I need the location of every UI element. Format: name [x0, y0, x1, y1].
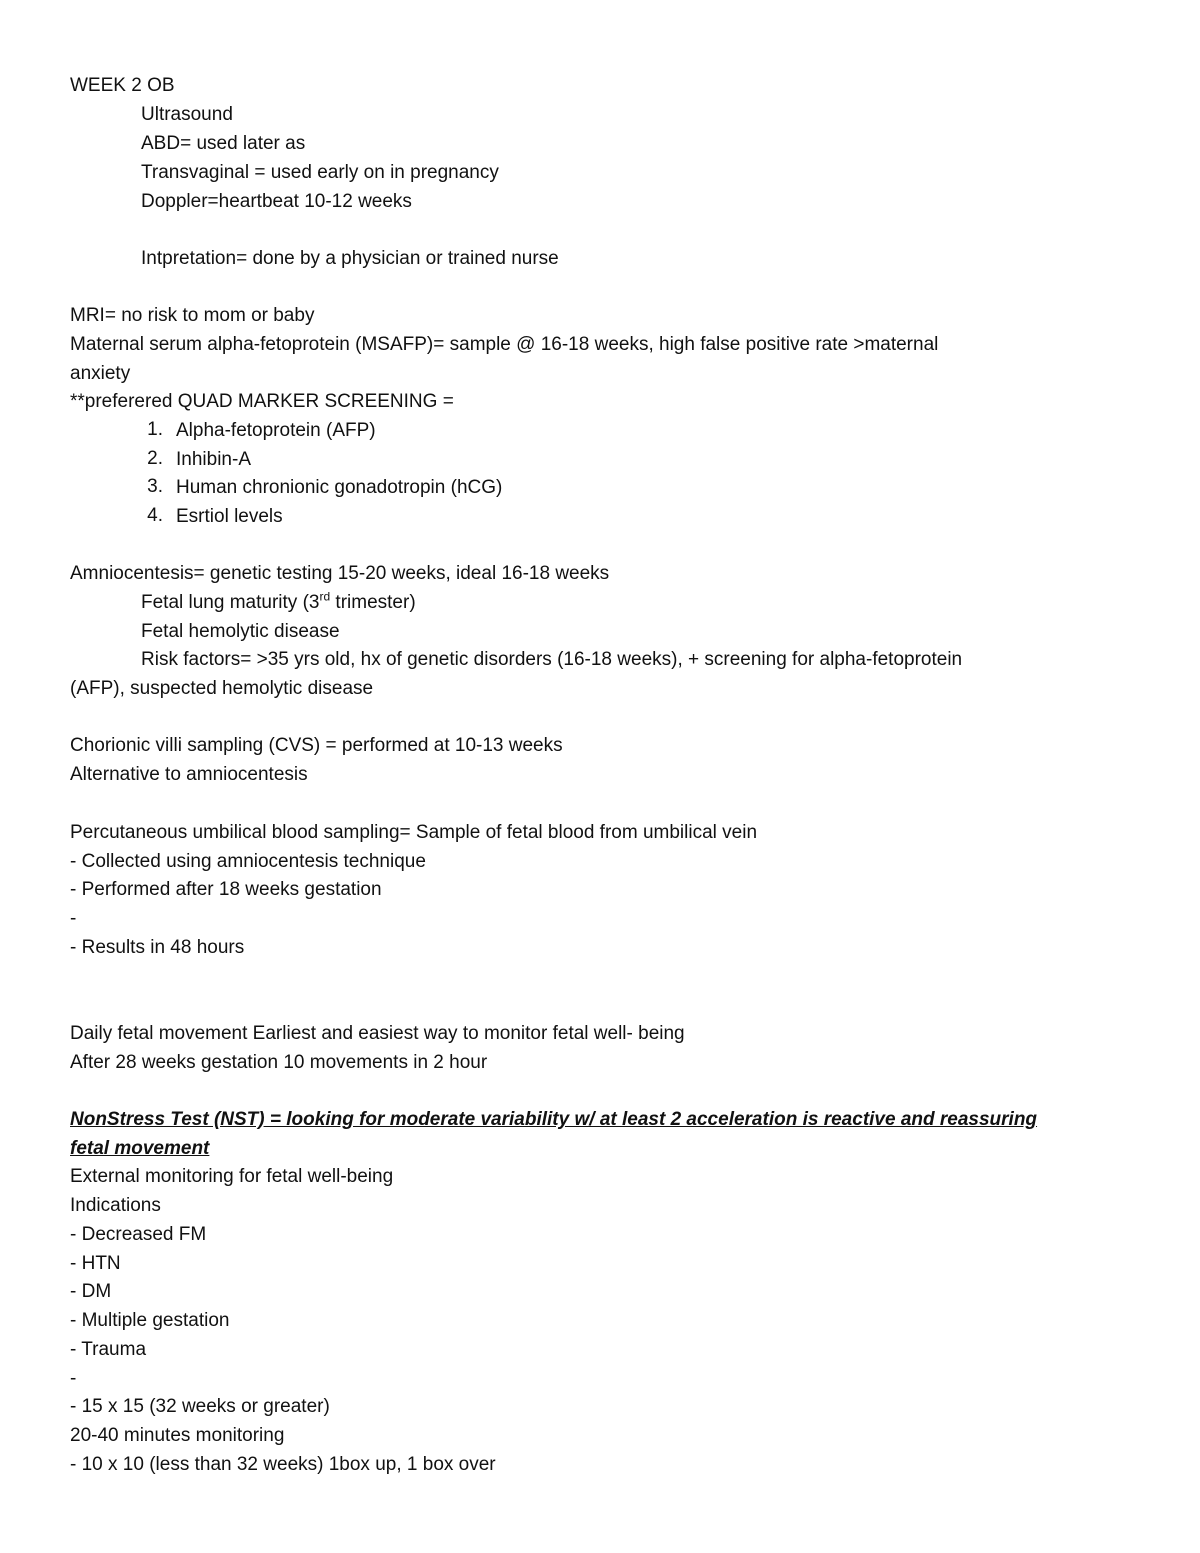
- quad-item-number: 2.: [147, 448, 163, 469]
- quad-item-text: Esrtiol levels: [176, 506, 283, 527]
- msafp-line-1: Maternal serum alpha-fetoprotein (MSAFP)= sample @ 16-18 weeks, high false positive rate >maternal: [70, 334, 939, 355]
- nst-item: - Trauma: [70, 1339, 147, 1360]
- cvs-line-2: Alternative to amniocentesis: [70, 764, 308, 785]
- fetal-movement-line-2: After 28 weeks gestation 10 movements in 2 hour: [70, 1052, 488, 1073]
- mri-line: MRI= no risk to mom or baby: [70, 305, 315, 326]
- pubs-heading: Percutaneous umbilical blood sampling= Sample of fetal blood from umbilical vein: [70, 822, 758, 843]
- nst-item: - 15 x 15 (32 weeks or greater): [70, 1396, 330, 1417]
- cvs-line-1: Chorionic villi sampling (CVS) = performed at 10-13 weeks: [70, 735, 563, 756]
- pubs-item: - Results in 48 hours: [70, 937, 245, 958]
- quad-item-number: 4.: [147, 505, 163, 526]
- nst-indications: Indications: [70, 1195, 161, 1216]
- pubs-item: - Collected using amniocentesis technique: [70, 851, 426, 872]
- quad-item-text: Alpha-fetoprotein (AFP): [176, 420, 376, 441]
- quad-item-text: Inhibin-A: [176, 449, 251, 470]
- ultrasound-transvaginal: Transvaginal = used early on in pregnancy: [141, 162, 499, 183]
- nst-item: - Multiple gestation: [70, 1310, 230, 1331]
- quad-item-text: Human chronionic gonadotropin (hCG): [176, 477, 503, 498]
- quad-item-number: 3.: [147, 476, 163, 497]
- quad-item-number: 1.: [147, 419, 163, 440]
- amnio-hemolytic: Fetal hemolytic disease: [141, 621, 340, 642]
- nst-item: - Decreased FM: [70, 1224, 207, 1245]
- nst-item: - 10 x 10 (less than 32 weeks) 1box up, 1 box over: [70, 1454, 496, 1475]
- amnio-lung-maturity: Fetal lung maturity (3rd trimester): [141, 589, 416, 613]
- nst-external: External monitoring for fetal well-being: [70, 1166, 394, 1187]
- amnio-risk-1: Risk factors= >35 yrs old, hx of genetic disorders (16-18 weeks), + screening for alpha-fetoprotein: [141, 649, 963, 670]
- amnio-heading: Amniocentesis= genetic testing 15-20 weeks, ideal 16-18 weeks: [70, 563, 610, 584]
- fetal-movement-line-1: Daily fetal movement Earliest and easiest way to monitor fetal well- being: [70, 1023, 685, 1044]
- ultrasound-doppler: Doppler=heartbeat 10-12 weeks: [141, 191, 412, 212]
- ultrasound-interpretation: Intpretation= done by a physician or trained nurse: [141, 248, 559, 269]
- pubs-item: - Performed after 18 weeks gestation: [70, 879, 382, 900]
- nst-item: - DM: [70, 1281, 112, 1302]
- amnio-risk-2: (AFP), suspected hemolytic disease: [70, 678, 374, 699]
- doc-title: WEEK 2 OB: [70, 75, 175, 96]
- ultrasound-heading: Ultrasound: [141, 104, 233, 125]
- nst-item: -: [70, 1368, 77, 1389]
- quad-heading: **preferered QUAD MARKER SCREENING =: [70, 391, 454, 412]
- pubs-item: -: [70, 908, 77, 929]
- nst-item: - HTN: [70, 1253, 121, 1274]
- nst-heading-2: fetal movement: [70, 1138, 210, 1159]
- nst-item: 20-40 minutes monitoring: [70, 1425, 285, 1446]
- msafp-line-2: anxiety: [70, 363, 131, 384]
- ultrasound-abd: ABD= used later as: [141, 133, 306, 154]
- nst-heading-1: NonStress Test (NST) = looking for moderate variability w/ at least 2 acceleration is reactive and reassuring: [70, 1109, 1038, 1130]
